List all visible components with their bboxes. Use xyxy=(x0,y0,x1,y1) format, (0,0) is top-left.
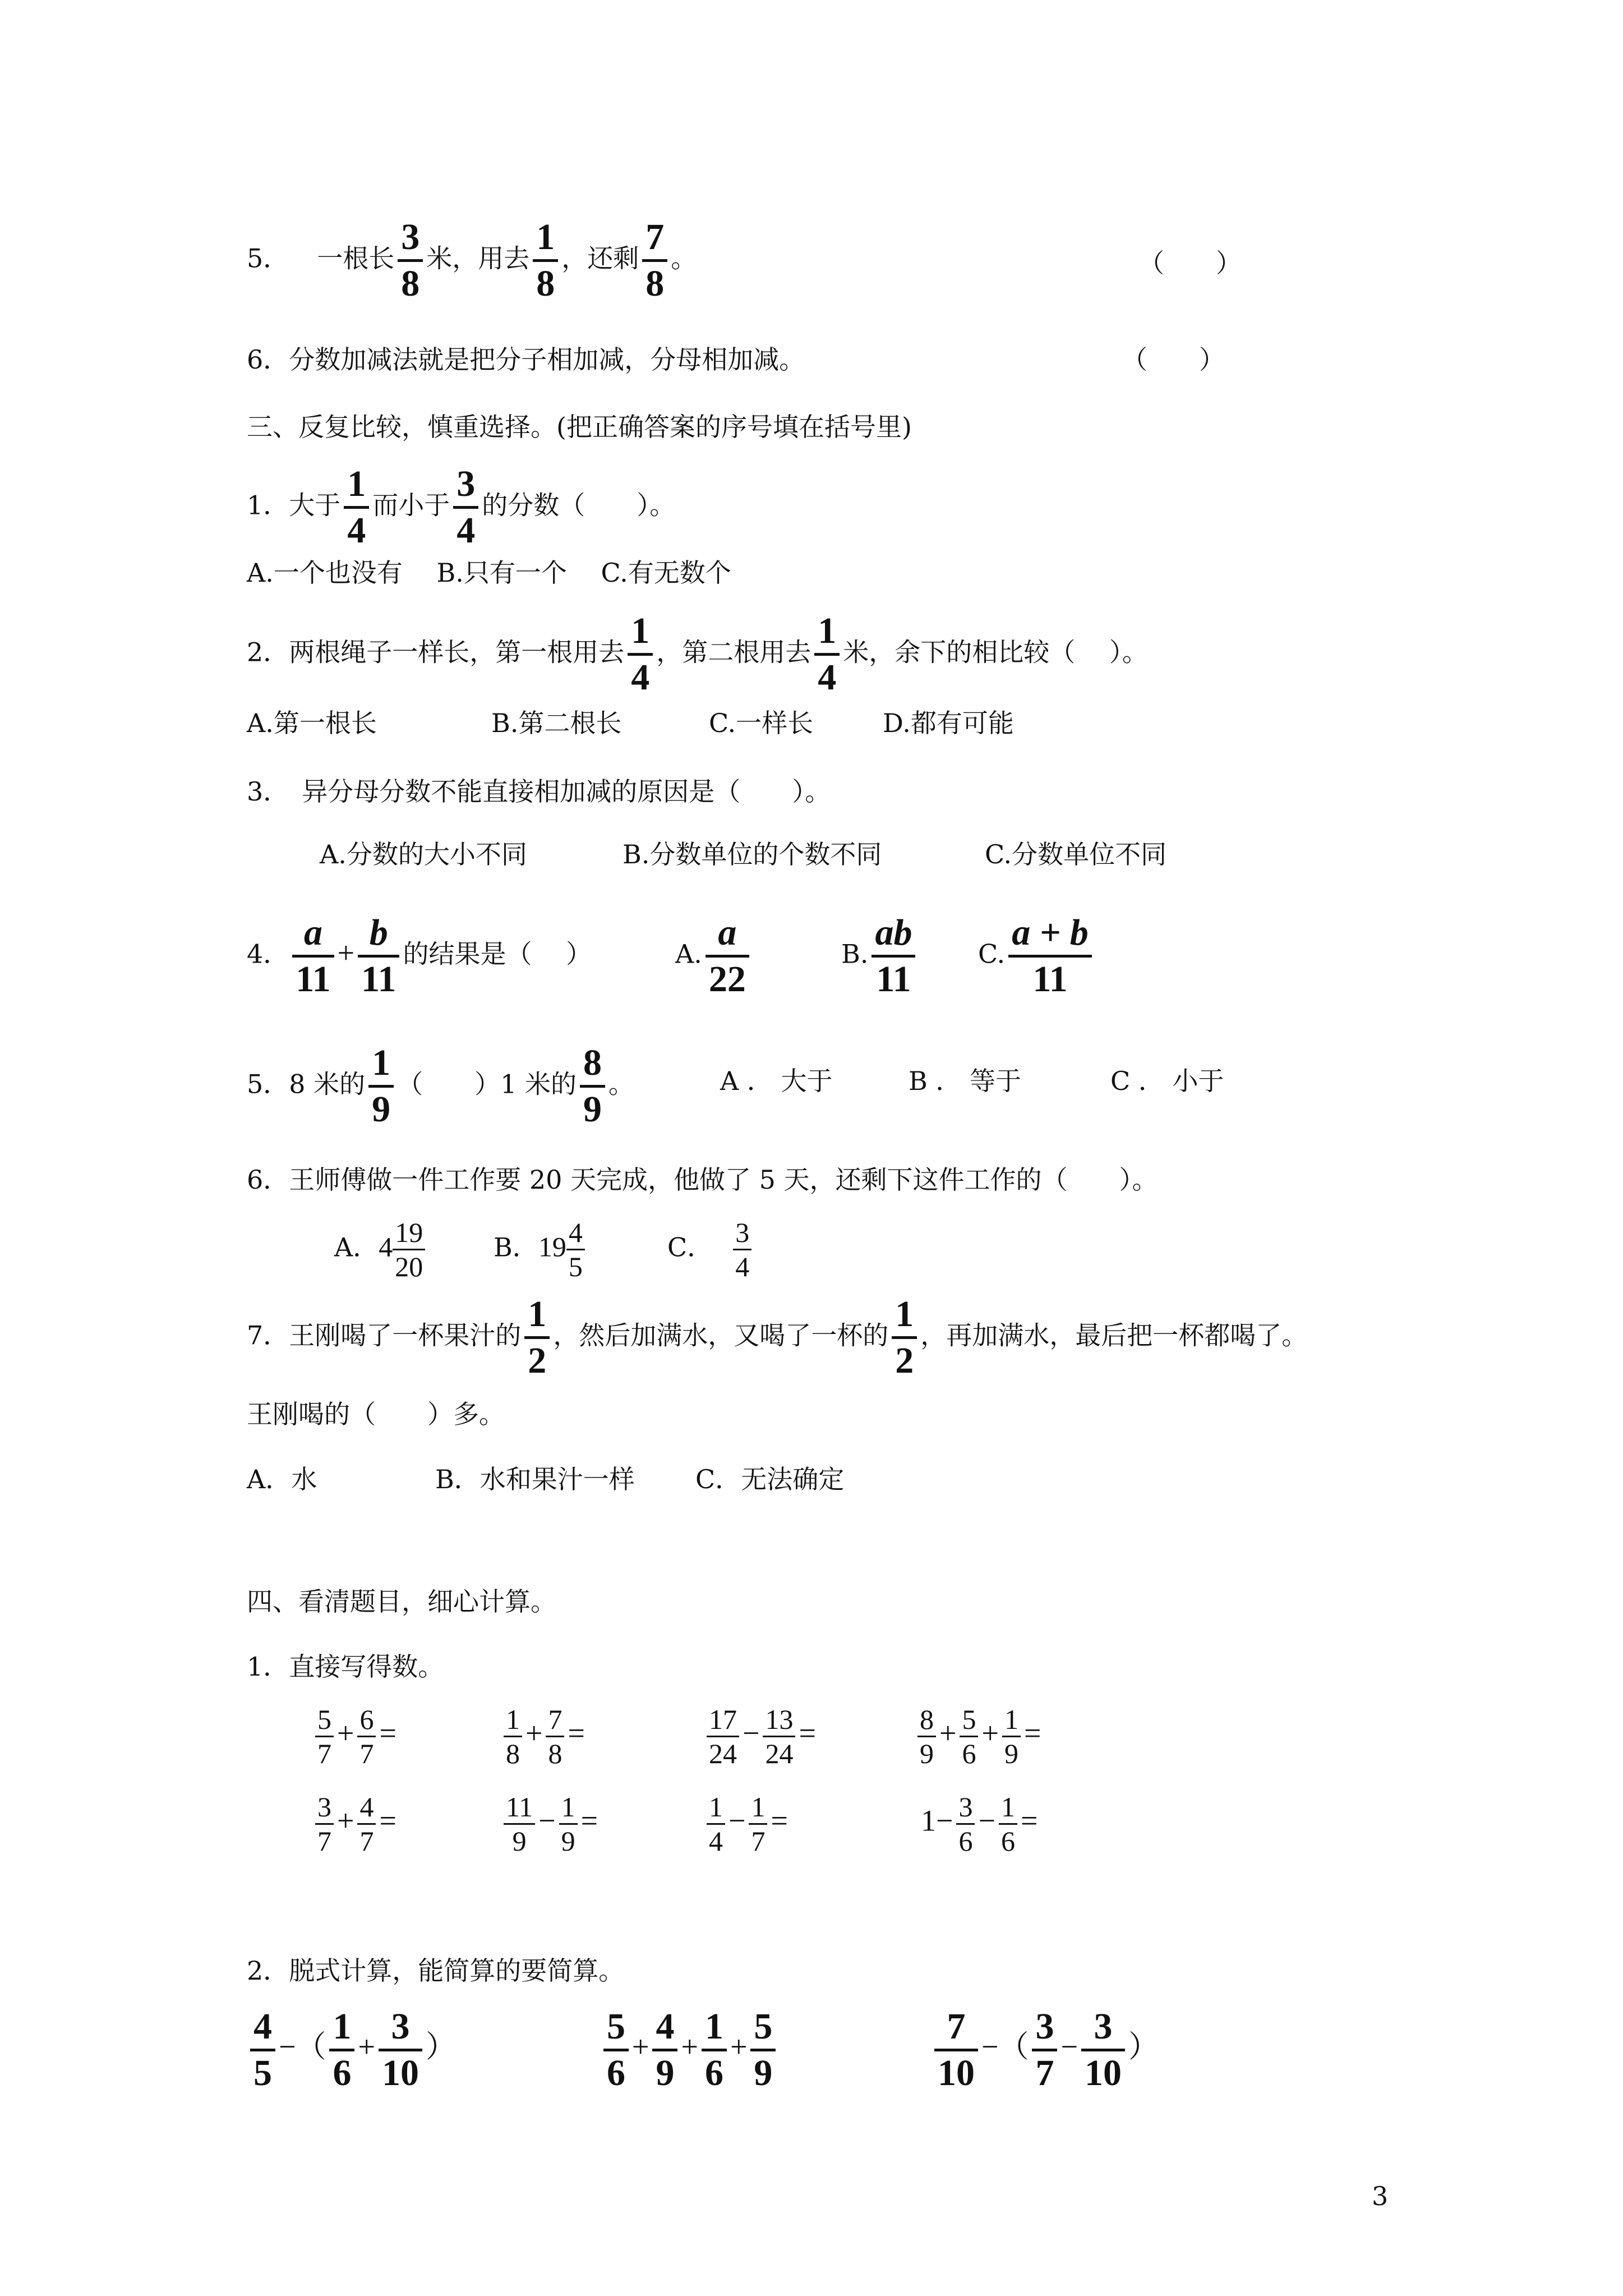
calc-c1: $\frac{4}{5}$ −（ $\frac{1}{6}$ + $\frac{3}{10}$ ） xyxy=(247,2008,456,2092)
q2-6-line: 6．分数加减法就是把分子相加减，分母相加减。 xyxy=(247,344,805,375)
q3-3-option-c: C.分数单位不同 xyxy=(985,839,1167,869)
calc-r2-e4: 1− $\frac{3}{6}$ − $\frac{1}{6}$ = xyxy=(921,1791,1038,1857)
fraction: $\frac{11}{9}$ xyxy=(504,1793,535,1855)
fraction: $\frac{3}{7}$ xyxy=(315,1793,334,1855)
q3-4-option-a: A. $\frac{a}{22}$ xyxy=(675,914,753,998)
fraction: $\frac{13}{24}$ xyxy=(763,1705,795,1768)
fraction: $\frac{7}{8}$ xyxy=(546,1705,564,1768)
q3-7-line-2: 王刚喝的（ ）多。 xyxy=(247,1399,505,1429)
calc-c3: $\frac{7}{10}$ −（ $\frac{3}{7}$ − $\frac{3}{10}$ ） xyxy=(931,2008,1159,2092)
fraction: $\frac{1}{9}$ xyxy=(368,1045,394,1128)
fraction: $\frac{5}{6}$ xyxy=(960,1705,978,1768)
fraction: $\frac{1}{4}$ xyxy=(628,613,653,696)
fraction: $\frac{5}{7}$ xyxy=(315,1705,334,1768)
fraction: $\frac{5}{9}$ xyxy=(750,2008,776,2092)
q2-5-text-1: 一根长 xyxy=(317,243,395,274)
q3-6-option-a: A．4 $\frac{19}{20}$ xyxy=(334,1218,428,1281)
fraction: $\frac{3}{4}$ xyxy=(453,466,478,549)
q3-6-line: 6．王师傅做一件工作要 20 天完成，他做了 5 天，还剩下这件工作的（ ）。 xyxy=(247,1165,1158,1195)
q3-4-option-b: B. $\frac{ab}{11}$ xyxy=(841,914,919,998)
q2-5-line xyxy=(247,219,697,302)
fraction: $\frac{8}{9}$ xyxy=(580,1045,605,1128)
fraction: $\frac{1}{6}$ xyxy=(999,1793,1017,1855)
calc-c2: $\frac{5}{6}$ + $\frac{4}{9}$ + $\frac{1}{6}$ + $\frac{5}{9}$ xyxy=(600,2008,779,2092)
fraction: $\frac{1}{6}$ xyxy=(329,2008,354,2092)
q3-1-options: A.一个也没有 B.只有一个 C.有无数个 xyxy=(247,558,731,588)
q3-5-option-c: C ． 小于 xyxy=(1110,1066,1224,1096)
calc-r2-e1: $\frac{3}{7}$ + $\frac{4}{7}$ = xyxy=(312,1793,396,1855)
section-4-sub-1: 1．直接写得数。 xyxy=(247,1651,444,1682)
fraction: $\frac{3}{6}$ xyxy=(956,1793,975,1855)
fraction: $\frac{1}{9}$ xyxy=(559,1793,578,1855)
q3-5-line: 5．8 米的 $\frac{1}{9}$ （ ）1 米的 $\frac{8}{9}$ 。 xyxy=(247,1042,635,1130)
fraction: $\frac{8}{9}$ xyxy=(917,1705,936,1768)
q3-7-line: 7．王刚喝了一杯果汁的 $\frac{1}{2}$ ，然后加满水，又喝了一杯的 $\frac{1}{2}$ ，再加满水，最后把一杯都喝了。 xyxy=(247,1294,1308,1381)
fraction: $\frac{1}{7}$ xyxy=(749,1793,767,1855)
fraction: $\frac{4}{5}$ xyxy=(566,1218,585,1281)
q2-5-text-3: ，还剩 xyxy=(561,243,639,274)
q3-7-option-c: C．无法确定 xyxy=(695,1464,845,1494)
q3-6-option-c: C． $\frac{3}{4}$ xyxy=(667,1218,755,1281)
section-3-title: 三、反复比较，慎重选择。(把正确答案的序号填在括号里) xyxy=(247,412,912,442)
fraction: $\frac{3}{4}$ xyxy=(733,1218,751,1281)
fraction: $\frac{4}{5}$ xyxy=(250,2008,275,2092)
fraction: $\frac{1}{6}$ xyxy=(702,2008,727,2092)
fraction: $\frac{1}{4}$ xyxy=(814,613,840,696)
q2-6-answer-paren[interactable]: （ ） xyxy=(1122,344,1225,375)
q2-5-num: 5． xyxy=(247,243,289,274)
fraction: $\frac{1}{4}$ xyxy=(707,1793,725,1855)
q3-5-option-b: B ． 等于 xyxy=(909,1066,1022,1096)
plus-sign: + xyxy=(337,936,355,970)
q3-5-option-a: A ． 大于 xyxy=(720,1066,833,1096)
fraction: $\frac{4}{7}$ xyxy=(357,1793,376,1855)
fraction: $\frac{19}{20}$ xyxy=(393,1218,425,1281)
calc-r1-e1: $\frac{5}{7}$ + $\frac{6}{7}$ = xyxy=(312,1705,396,1768)
calc-r1-e2: $\frac{1}{8}$ + $\frac{7}{8}$ = xyxy=(500,1705,585,1768)
fraction: $\frac{1}{9}$ xyxy=(1002,1705,1021,1768)
fraction: $\frac{1}{8}$ xyxy=(533,219,558,302)
fraction: $\frac{17}{24}$ xyxy=(707,1705,739,1768)
fraction: $\frac{a}{11}$ xyxy=(292,914,334,998)
fraction: $\frac{3}{7}$ xyxy=(1032,2008,1057,2092)
fraction: $\frac{4}{9}$ xyxy=(652,2008,677,2092)
fraction: $\frac{1}{4}$ xyxy=(344,466,369,549)
page-number: 3 xyxy=(1372,2181,1389,2211)
q3-2-option-a: A.第一根长 xyxy=(247,708,377,738)
q2-5-text-4: 。 xyxy=(671,243,697,274)
section-4-title: 四、看清题目，细心计算。 xyxy=(247,1586,556,1617)
calc-r1-e4: $\frac{8}{9}$ + $\frac{5}{6}$ + $\frac{1}{9}$ = xyxy=(914,1705,1041,1768)
calc-r2-e3: $\frac{1}{4}$ − $\frac{1}{7}$ = xyxy=(703,1793,788,1855)
fraction: $\frac{7}{10}$ xyxy=(934,2008,978,2092)
q2-5-text-2: 米，用去 xyxy=(426,243,530,274)
q2-5-answer-paren[interactable]: （ ） xyxy=(1138,248,1242,278)
q3-2-line: 2．两根绳子一样长，第一根用去 $\frac{1}{4}$ ，第二根用去 $\frac{1}{4}$ 米，余下的相比较（ ）。 xyxy=(247,610,1148,698)
q3-3-option-b: B.分数单位的个数不同 xyxy=(623,839,882,869)
fraction: $\frac{3}{10}$ xyxy=(1081,2008,1125,2092)
q3-2-option-b: B.第二根长 xyxy=(491,708,622,738)
fraction: $\frac{1}{8}$ xyxy=(504,1705,522,1768)
fraction: $\frac{a + b}{11}$ xyxy=(1008,914,1092,998)
fraction: $\frac{3}{10}$ xyxy=(379,2008,422,2092)
fraction: $\frac{5}{6}$ xyxy=(603,2008,629,2092)
q3-2-option-d: D.都有可能 xyxy=(883,708,1014,738)
fraction: $\frac{ab}{11}$ xyxy=(872,914,915,998)
calc-r2-e2: $\frac{11}{9}$ − $\frac{1}{9}$ = xyxy=(500,1793,598,1855)
q3-3-option-a: A.分数的大小不同 xyxy=(320,839,527,869)
fraction: $\frac{1}{2}$ xyxy=(892,1296,917,1379)
q3-4-line: 4． $\frac{a}{11}$ + $\frac{b}{11}$ 的结果是（ ） xyxy=(247,912,592,1000)
fraction: $\frac{7}{8}$ xyxy=(642,219,667,302)
fraction: $\frac{1}{2}$ xyxy=(524,1296,550,1379)
q3-1-line: 1．大于 $\frac{1}{4}$ 而小于 $\frac{3}{4}$ 的分数（ ）。 xyxy=(247,463,676,551)
q3-7-option-b: B．水和果汁一样 xyxy=(435,1464,635,1494)
calc-r1-e3: $\frac{17}{24}$ − $\frac{13}{24}$ = xyxy=(703,1705,816,1768)
q3-2-option-c: C.一样长 xyxy=(709,708,814,738)
q3-6-option-b: B．19 $\frac{4}{5}$ xyxy=(494,1218,588,1281)
section-4-sub-2: 2．脱式计算，能简算的要简算。 xyxy=(247,1955,625,1986)
q3-3-line: 3． 异分母分数不能直接相加减的原因是（ ）。 xyxy=(247,776,831,807)
q3-7-option-a: A．水 xyxy=(247,1464,317,1494)
fraction: $\frac{b}{11}$ xyxy=(358,914,399,998)
fraction: $\frac{3}{8}$ xyxy=(398,219,423,302)
q3-4-option-c: C. $\frac{a + b}{11}$ xyxy=(978,914,1095,998)
fraction: $\frac{a}{22}$ xyxy=(706,914,749,998)
fraction: $\frac{6}{7}$ xyxy=(357,1705,376,1768)
